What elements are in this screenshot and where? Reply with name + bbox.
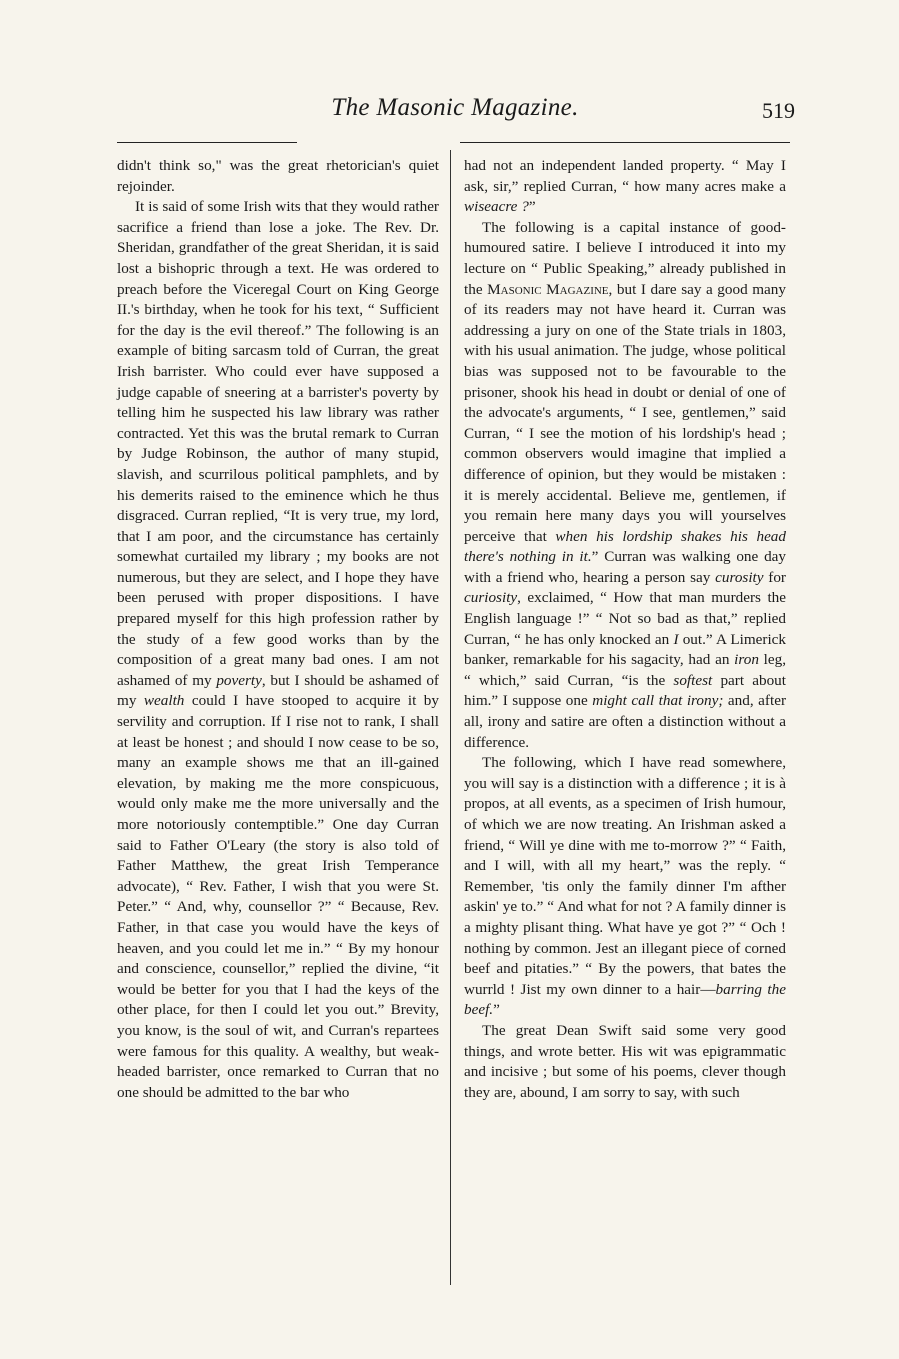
header-rule-right [460, 142, 790, 143]
running-title: The Masonic Magazine. [331, 94, 579, 121]
page-header [115, 90, 795, 130]
paragraph: had not an independent landed property. “ May I ask, sir,” replied Curran, “ how many acres make a wiseacre ?” [464, 157, 786, 216]
right-column [464, 156, 786, 1103]
paragraph: The great Dean Swift said some very good things, and wrote better. His wit was epigrammatic and incisive ; but some of his poems, clever though they are, abound, I am sorry to say, with such [464, 1021, 786, 1101]
page-number: 519 [762, 98, 795, 123]
left-column [117, 156, 439, 1103]
paragraph: The following is a capital instance of good-humoured satire. I believe I introduced it into my lecture on “ Public Speaking,” already published in the Masonic Magazine, but I dare say a good many of its readers may not have heard it. Curran was addressing a jury on one of the State trials in 1803, with his usual animation. The judge, whose political bias was supposed not to be favourable to the prisoner, shook his head in doubt or denial of one of the advocate's arguments, “ I see, gentlemen,” said Curran, “ I see the motion of his lordship's head ; common observers would imagine that implied a difference of opinion, but they would be mistaken : it is merely accidental. Believe me, gentlemen, if you remain here many days you will yourselves perceive that when his lordship shakes his head there's nothing in it.” Curran was walking one day with a friend who, hearing a person say curosity for curiosity, exclaimed, “ How that man murders the English language !” “ Not so bad as that,” replied Curran, “ he has only knocked an I out.” A Limerick banker, remarkable for his sagacity, had an iron leg, “ which,” said Curran, “is the softest part about him.” I suppose one might call that irony; and, after all, irony and satire are often a distinction without a difference. [464, 218, 786, 751]
column-divider [450, 150, 451, 1285]
header-rule-left [117, 142, 297, 143]
paragraph: It is said of some Irish wits that they would rather sacrifice a friend than lose a joke. The Rev. Dr. Sheridan, grandfather of the great Sheridan, it is said lost a bishopric through a text. He was ordered to preach before the Viceregal Court on King George II.'s birthday, when he took for his text, “ Sufficient for the day is the evil thereof.” The following is an example of biting sarcasm told of Curran, the great Irish barrister. Who could ever have supposed a judge capable of sneering at a barrister's poverty by telling him he suspected his law library was rather contracted. Yet this was the brutal remark to Curran by Judge Robinson, the author of many stupid, slavish, and scurrilous political pamphlets, and by his demerits raised to the eminence which he thus disgraced. Curran replied, “It is very true, my lord, that I am poor, and the circumstance has certainly somewhat curtailed my library ; my books are not numerous, but they are select, and I hope they have been perused with proper dispositions. I have prepared myself for this high profession rather by the study of a few good works than by the composition of a great many bad ones. I am not ashamed of my poverty, but I should be ashamed of my wealth could I have stooped to acquire it by servility and corruption. If I rise not to rank, I shall at least be honest ; and should I now cease to be so, many an example shows me that an ill-gained elevation, by making me the more conspicuous, would only make me the more universally and the more notoriously contemptible.” One day Curran said to Father O'Leary (the story is also told of Father Matthew, the great Irish Temperance advocate), “ Rev. Father, I wish that you were St. Peter.” “ And, why, counsellor ?” “ Because, Rev. Father, in that case you would have the keys of heaven, and you could let me in.” “ By my honour and conscience, counsellor,” replied the divine, “it would be better for you that I had the keys of the other place, for then I could let you out.” Brevity, you know, is the soul of wit, and Curran's repartees were famous for this quality. A wealthy, but weak-headed barrister, once remarked to Curran that no one should be admitted to the bar who [117, 198, 439, 1101]
paragraph: The following, which I have read somewhere, you will say is a distinction with a difference ; it is à propos, at all events, as a specimen of Irish humour, of which we are now treating. An Irishman asked a friend, “ Will ye dine with me to-morrow ?” “ Faith, and I will, with all my heart,” was the reply. “ Remember, 'tis only the family dinner I'm afther askin' ye to.” “ And what for not ? A family dinner is a mighty plisant thing. What have ye got ?” “ Och ! nothing by common. Jest an illegant piece of corned beef and pitaties.” “ By the powers, that bates the wurrld ! Jist my own dinner to a hair—barring the beef.” [464, 754, 786, 1019]
paragraph: didn't think so," was the great rhetorician's quiet rejoinder. [117, 157, 439, 195]
